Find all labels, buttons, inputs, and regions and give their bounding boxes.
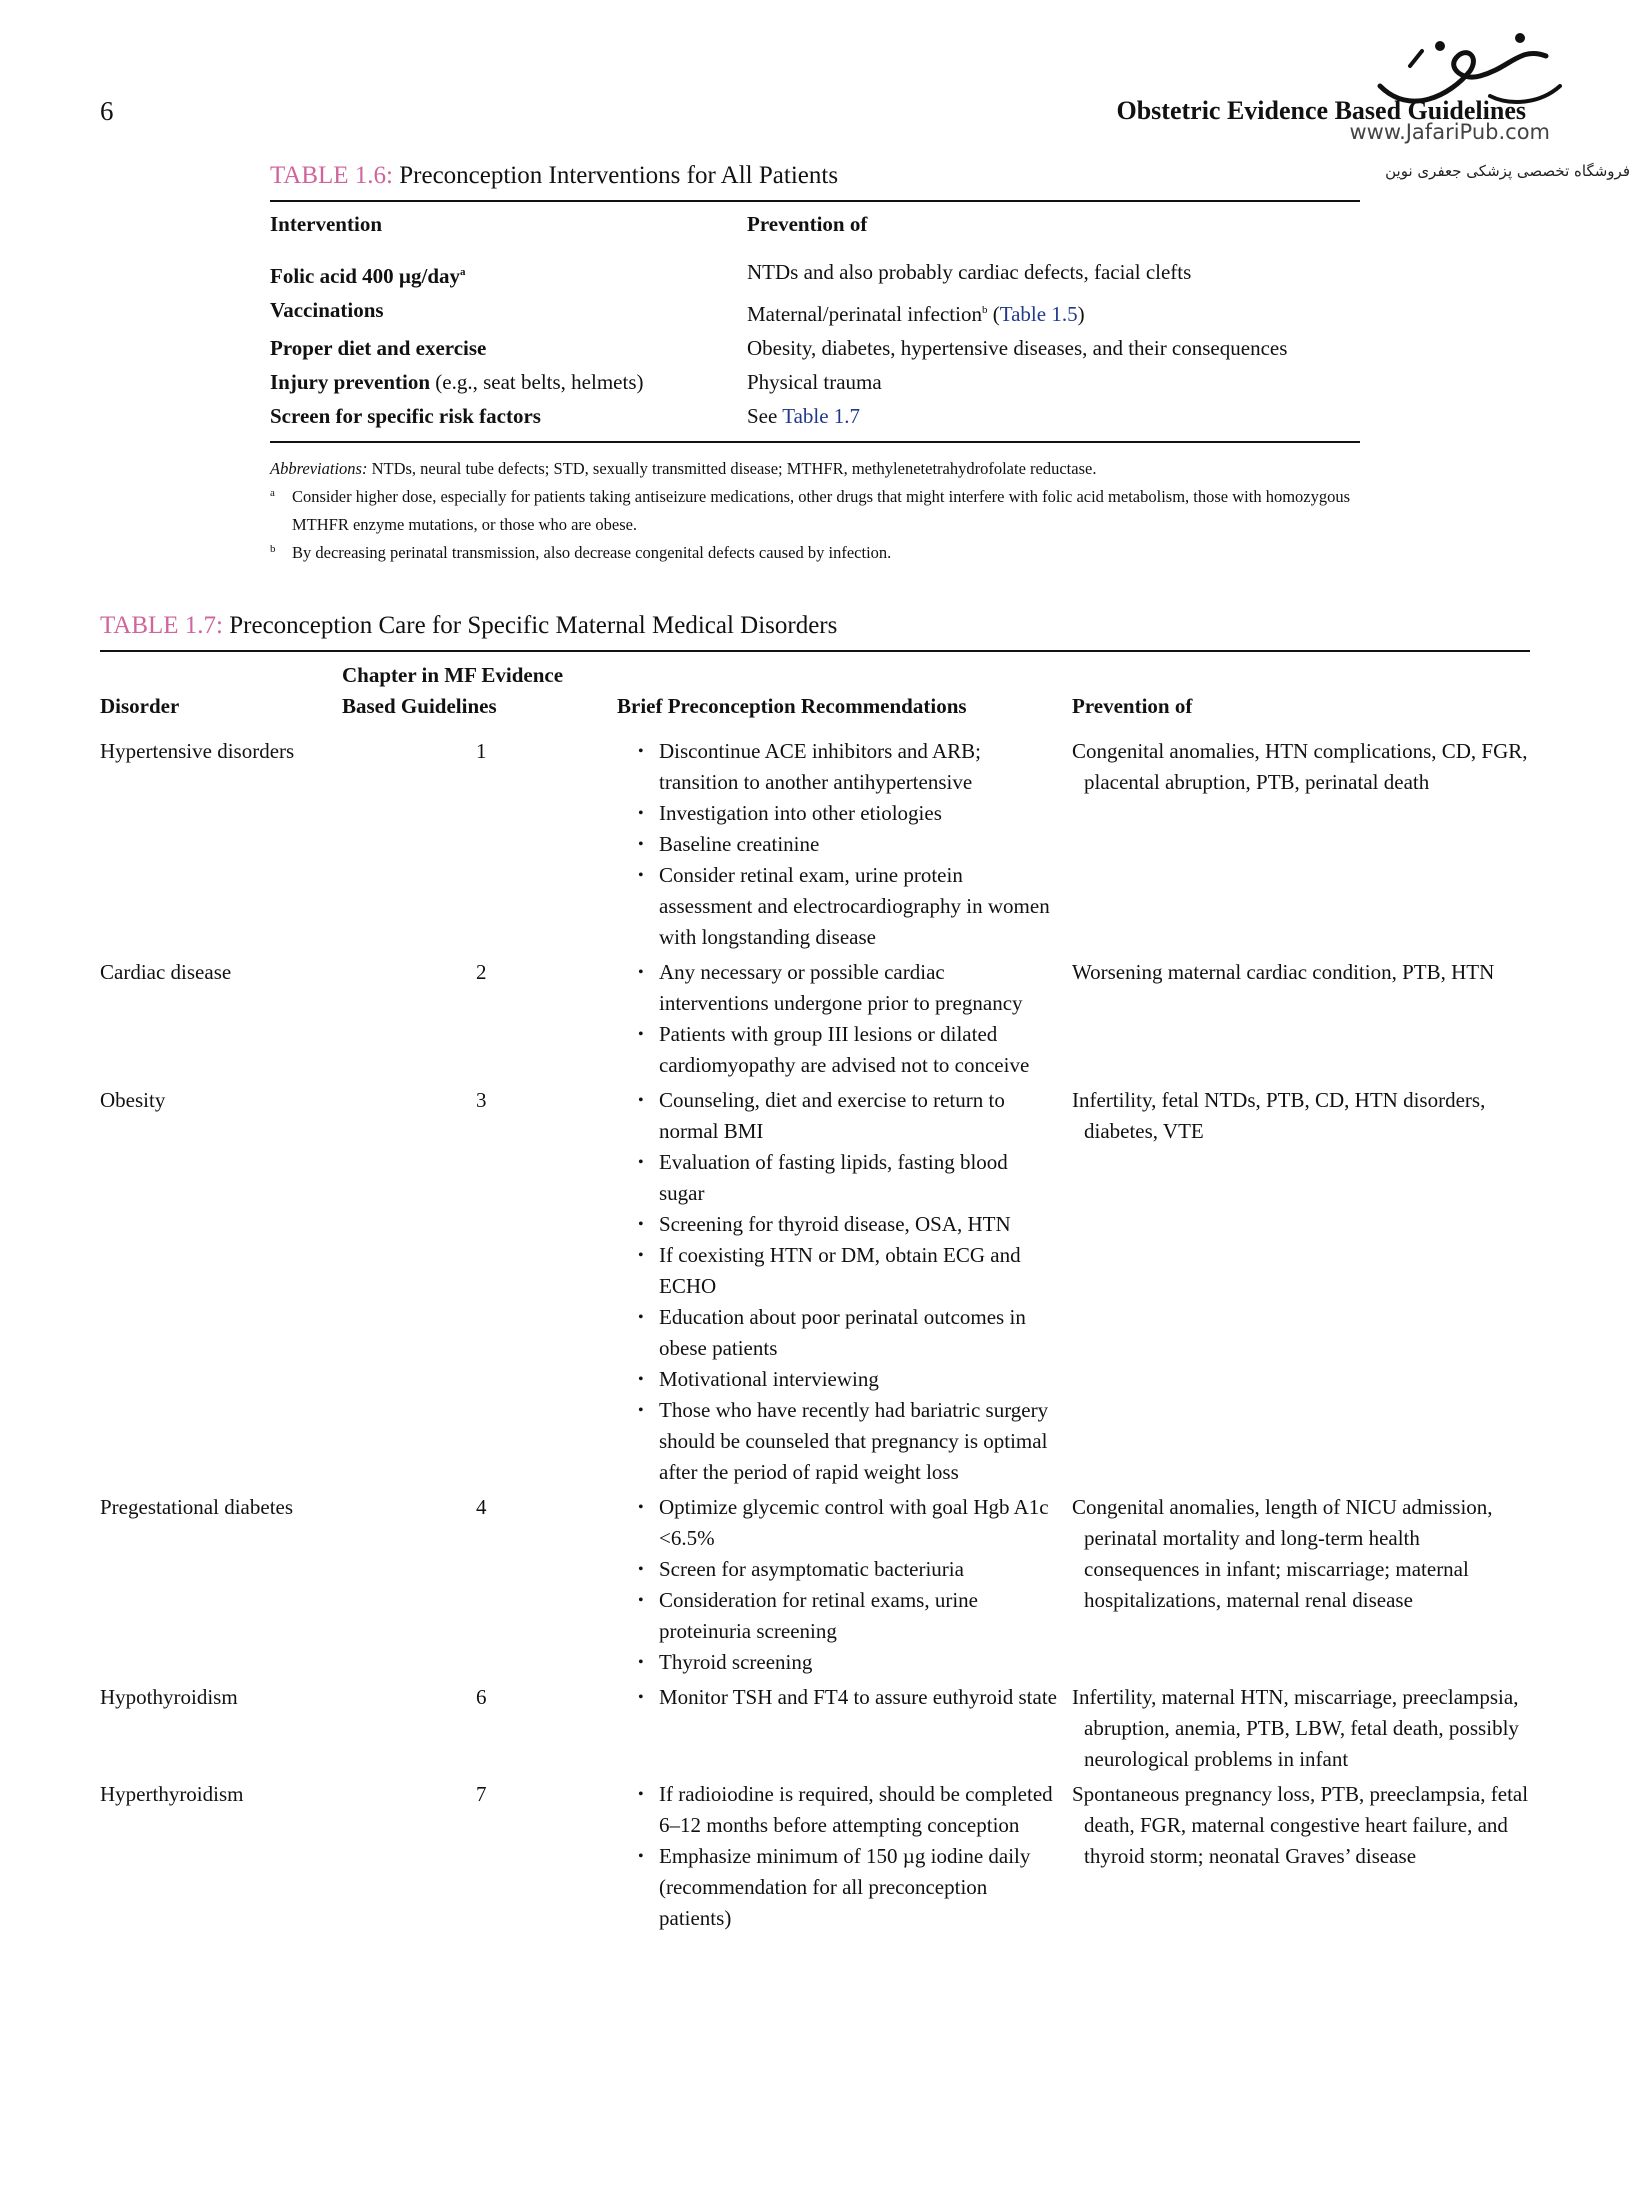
disorder-cell: Hyperthyroidism xyxy=(100,1782,244,1806)
recommendation-list xyxy=(617,957,1057,1081)
table-notes xyxy=(270,443,1360,567)
recommendation-item: • Monitor TSH and FT4 to assure euthyroid state xyxy=(617,1682,1057,1713)
prevention-cell: Physical trauma xyxy=(747,370,882,394)
table-label: TABLE 1.6: xyxy=(270,162,393,189)
disorder-cell: Cardiac disease xyxy=(100,960,232,984)
prevention-cell: Infertility, fetal NTDs, PTB, CD, HTN disorders, diabetes, VTE xyxy=(1072,1088,1486,1143)
recommendations-cell xyxy=(617,736,1072,953)
footnote-marker: a xyxy=(460,266,466,278)
prevention-cell: Spontaneous pregnancy loss, PTB, preeclampsia, fetal death, FGR, maternal congestive heart failure, and thyroid storm; neonatal Graves’ disease xyxy=(1072,1782,1529,1868)
intervention-examples: (e.g., seat belts, helmets) xyxy=(430,370,644,394)
footnote-text: By decreasing perinatal transmission, also decrease congenital defects caused by infection. xyxy=(292,543,892,562)
chapter-cell: 7 xyxy=(476,1782,487,1806)
recommendation-item: • Optimize glycemic control with goal Hgb A1c <6.5% xyxy=(617,1492,1057,1554)
table-1-5-link[interactable]: Table 1.5 xyxy=(999,302,1078,326)
header-chapter-line2: Based Guidelines xyxy=(342,694,497,718)
recommendation-list xyxy=(617,1682,1057,1713)
table-row xyxy=(270,293,1360,331)
recommendation-item: • If coexisting HTN or DM, obtain ECG and ECHO xyxy=(617,1240,1057,1302)
chapter-cell: 1 xyxy=(476,739,487,763)
table-row xyxy=(100,736,1530,953)
table-1-6 xyxy=(270,162,1360,567)
recommendation-item: • Investigation into other etiologies xyxy=(617,798,1057,829)
table-row xyxy=(270,365,1360,399)
recommendation-list xyxy=(617,736,1057,953)
header-intervention: Intervention xyxy=(270,212,382,236)
recommendation-item: • Patients with group III lesions or dilated cardiomyopathy are advised not to conceive xyxy=(617,1019,1057,1081)
disorder-cell: Pregestational diabetes xyxy=(100,1495,294,1519)
table-row xyxy=(100,1492,1530,1678)
table-row xyxy=(270,399,1360,433)
recommendations-cell xyxy=(617,1682,1072,1775)
recommendation-item: • Education about poor perinatal outcomes in obese patients xyxy=(617,1302,1057,1364)
recommendations-cell xyxy=(617,1085,1072,1488)
recommendations-cell xyxy=(617,1492,1072,1678)
page-number: 6 xyxy=(100,96,114,126)
recommendation-item: • Emphasize minimum of 150 µg iodine daily (recommendation for all preconception patients) xyxy=(617,1841,1057,1934)
abbreviations-note xyxy=(270,455,1360,483)
prevention-text: Maternal/perinatal infection xyxy=(747,302,982,326)
table-label: TABLE 1.7: xyxy=(100,612,223,639)
table-title: Preconception Interventions for All Patients xyxy=(399,162,839,189)
intervention-cell: Proper diet and exercise xyxy=(270,336,487,360)
footnote-marker: b xyxy=(981,304,988,316)
header-disorder: Disorder xyxy=(100,694,180,718)
footnote-mark: a xyxy=(270,487,275,499)
footnote-text: Consider higher dose, especially for patients taking antiseizure medications, other drugs that might interfere with folic acid metabolism, those with homozygous MTHFR enzyme mutations, or those who are obese. xyxy=(292,487,1351,534)
publisher-logo xyxy=(1370,26,1570,118)
recommendation-item: • Thyroid screening xyxy=(617,1647,1057,1678)
footnote-b xyxy=(270,539,1360,567)
publisher-url: www.JafariPub.com xyxy=(1349,120,1550,144)
chapter-cell: 2 xyxy=(476,960,487,984)
prevention-cell xyxy=(747,399,1360,433)
prevention-cell: Congenital anomalies, HTN complications, CD, FGR, placental abruption, PTB, perinatal death xyxy=(1072,739,1528,794)
table-1-7-link[interactable]: Table 1.7 xyxy=(782,404,861,428)
header-chapter xyxy=(342,660,617,722)
table-body xyxy=(100,736,1530,1934)
intervention-text: Injury prevention xyxy=(270,370,431,394)
recommendation-item: • Counseling, diet and exercise to return to normal BMI xyxy=(617,1085,1057,1147)
header-recommendations: Brief Preconception Recommendations xyxy=(617,694,967,718)
recommendation-item: • Consideration for retinal exams, urine proteinuria screening xyxy=(617,1585,1057,1647)
table-header-row xyxy=(100,652,1530,736)
table-row xyxy=(270,255,1360,293)
table-row xyxy=(100,957,1530,1081)
table-1-7 xyxy=(100,612,1530,1938)
intervention-text: Folic acid 400 µg/day xyxy=(270,264,461,288)
table-row xyxy=(100,1682,1530,1775)
recommendation-item: • Baseline creatinine xyxy=(617,829,1057,860)
recommendations-cell xyxy=(617,1779,1072,1934)
prevention-cell: Infertility, maternal HTN, miscarriage, preeclampsia, abruption, anemia, PTB, LBW, fetal death, possibly neurological problems in infant xyxy=(1072,1685,1519,1771)
table-row xyxy=(100,1779,1530,1934)
prevention-cell: NTDs and also probably cardiac defects, facial clefts xyxy=(747,260,1192,284)
table-row xyxy=(270,331,1360,365)
recommendation-item: • Evaluation of fasting lipids, fasting blood sugar xyxy=(617,1147,1057,1209)
table-caption xyxy=(270,162,1360,190)
publisher-shop-name: فروشگاه تخصصی پزشکی جعفری نوین xyxy=(1385,162,1630,180)
recommendation-item: • Screening for thyroid disease, OSA, HTN xyxy=(617,1209,1057,1240)
footnote-a xyxy=(270,483,1360,539)
recommendation-item: • Motivational interviewing xyxy=(617,1364,1057,1395)
paren-open: ( xyxy=(987,302,1000,326)
header-chapter-line1: Chapter in MF Evidence xyxy=(342,663,564,687)
recommendation-item: • Those who have recently had bariatric surgery should be counseled that pregnancy is optimal after the period of rapid weight loss xyxy=(617,1395,1057,1488)
prevention-cell xyxy=(747,293,1360,331)
recommendation-item: • Any necessary or possible cardiac interventions undergone prior to pregnancy xyxy=(617,957,1057,1019)
publisher-watermark xyxy=(1330,26,1630,186)
table-body xyxy=(270,255,1360,441)
chapter-cell: 3 xyxy=(476,1088,487,1112)
table-row xyxy=(100,1085,1530,1488)
recommendation-list xyxy=(617,1779,1057,1934)
paren-close: ) xyxy=(1077,302,1085,326)
intervention-cell xyxy=(270,365,747,399)
disorder-cell: Obesity xyxy=(100,1088,166,1112)
footnote-mark: b xyxy=(270,543,276,555)
prevention-cell: Obesity, diabetes, hypertensive diseases, and their consequences xyxy=(747,336,1288,360)
table-header-row xyxy=(270,202,1360,255)
intervention-cell: Vaccinations xyxy=(270,298,384,322)
abbreviations-text: NTDs, neural tube defects; STD, sexually transmitted disease; MTHFR, methylenetetrahydrofolate reductase. xyxy=(367,459,1097,478)
recommendation-list xyxy=(617,1492,1057,1678)
disorder-cell: Hypothyroidism xyxy=(100,1685,238,1709)
header-prevention: Prevention of xyxy=(747,212,868,236)
recommendation-item: • Discontinue ACE inhibitors and ARB; transition to another antihypertensive xyxy=(617,736,1057,798)
recommendation-item: • If radioiodine is required, should be completed 6–12 months before attempting conception xyxy=(617,1779,1057,1841)
chapter-cell: 6 xyxy=(476,1685,487,1709)
recommendation-item: • Screen for asymptomatic bacteriuria xyxy=(617,1554,1057,1585)
recommendation-item: • Consider retinal exam, urine protein assessment and electrocardiography in women with longstanding disease xyxy=(617,860,1057,953)
chapter-cell: 4 xyxy=(476,1495,487,1519)
prevention-cell: Worsening maternal cardiac condition, PTB, HTN xyxy=(1072,960,1495,984)
running-head: Obstetric Evidence Based Guidelines xyxy=(1116,96,1526,125)
header-prevention: Prevention of xyxy=(1072,694,1193,718)
intervention-cell: Screen for specific risk factors xyxy=(270,404,541,428)
disorder-cell: Hypertensive disorders xyxy=(100,739,295,763)
prevention-text: See xyxy=(747,404,783,428)
recommendation-list xyxy=(617,1085,1057,1488)
prevention-cell: Congenital anomalies, length of NICU admission, perinatal mortality and long-term health consequences in infant; miscarriage; maternal hospitalizations, maternal renal disease xyxy=(1072,1495,1493,1612)
abbreviations-label: Abbreviations: xyxy=(270,459,368,478)
intervention-cell xyxy=(270,255,747,293)
recommendations-cell xyxy=(617,957,1072,1081)
table-title: Preconception Care for Specific Maternal Medical Disorders xyxy=(229,612,838,639)
table-caption xyxy=(100,612,1530,640)
